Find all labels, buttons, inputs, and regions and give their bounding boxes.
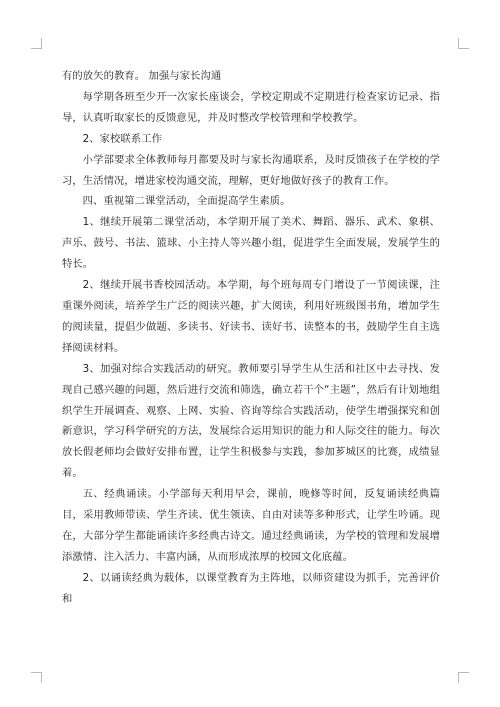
- document-body: [62, 66, 440, 610]
- paragraph-reading-carrier: 2、以诵读经典为载体，以课堂教育为主阵地，以师资建设为抓手，完善评价和: [62, 571, 440, 605]
- crop-mark-bottom-left: [31, 672, 42, 683]
- paragraph-reading-campus: 2、继续开展书香校园活动。本学期，每个班每周专门增设了一节阅读课，注重课外阅读，培养学生广泛的阅读兴趣，扩大阅读，利用好班级图书角，增加学生的阅读量，提倡少做题、多读书、好读书、读好书、读整本的书，鼓励学生自主选择阅读材料。: [62, 279, 440, 354]
- paragraph-continuation: 有的放矢的教育。 加强与家长沟通: [62, 70, 222, 82]
- paragraph-practice-activities: 3、加强对综合实践活动的研究。教师要引导学生从生活和社区中去寻找、发现自己感兴趣的问题，然后进行交流和筛选，确立若干个“主题”，然后有计划地组织学生开展调查、观察、上网、实验、咨询等综合实践活动，使学生增强探究和创新意识，学习科学研究的方法，发展综合运用知识的能力和人际交往的能力。每次放长假老师均会做好安排布置，让学生积极参与实践，参加芗城区的比赛，成绩显着。: [62, 362, 440, 480]
- heading-second-classroom: 四、重视第二课堂活动，全面提高学生素质。: [82, 195, 291, 208]
- paragraph-parent-meetings: 每学期各班至少开一次家长座谈会，学校定期或不定期进行检查家访记录、指导，认真听取家长的反馈意见，并及时整改学校管理和学校教学。: [62, 90, 440, 124]
- crop-mark-top-left: [31, 38, 42, 49]
- paragraph-classic-reading: 五、经典诵读。小学部每天利用早会，课前，晚修等时间，反复诵读经典篇目，采用教师带读、学生齐读、优生领读、自由对读等多种形式，让学生吟诵。现在，大部分学生都能诵读许多经典古诗文。通过经典诵读，为学校的管理和发展增添激情、注入活力、丰富内涵，从而形成浓厚的校园文化底蕴。: [62, 488, 440, 563]
- heading-home-school-contact: 2、家校联系工作: [82, 132, 163, 145]
- crop-mark-top-right: [458, 38, 469, 49]
- paragraph-interest-groups: 1、继续开展第二课堂活动，本学期开展了美术、舞蹈、器乐、武术、象棋、声乐、鼓号、书法、篮球、小主持人等兴趣小组，促进学生全面发展，发展学生的特长。: [62, 216, 440, 271]
- crop-mark-bottom-right: [458, 672, 469, 683]
- paragraph-home-school-contact: 小学部要求全体教师每月都要及时与家长沟通联系，及时反馈孩子在学校的学习，生活情况，增进家校沟通交流，理解，更好地做好孩子的教育工作。: [62, 153, 440, 187]
